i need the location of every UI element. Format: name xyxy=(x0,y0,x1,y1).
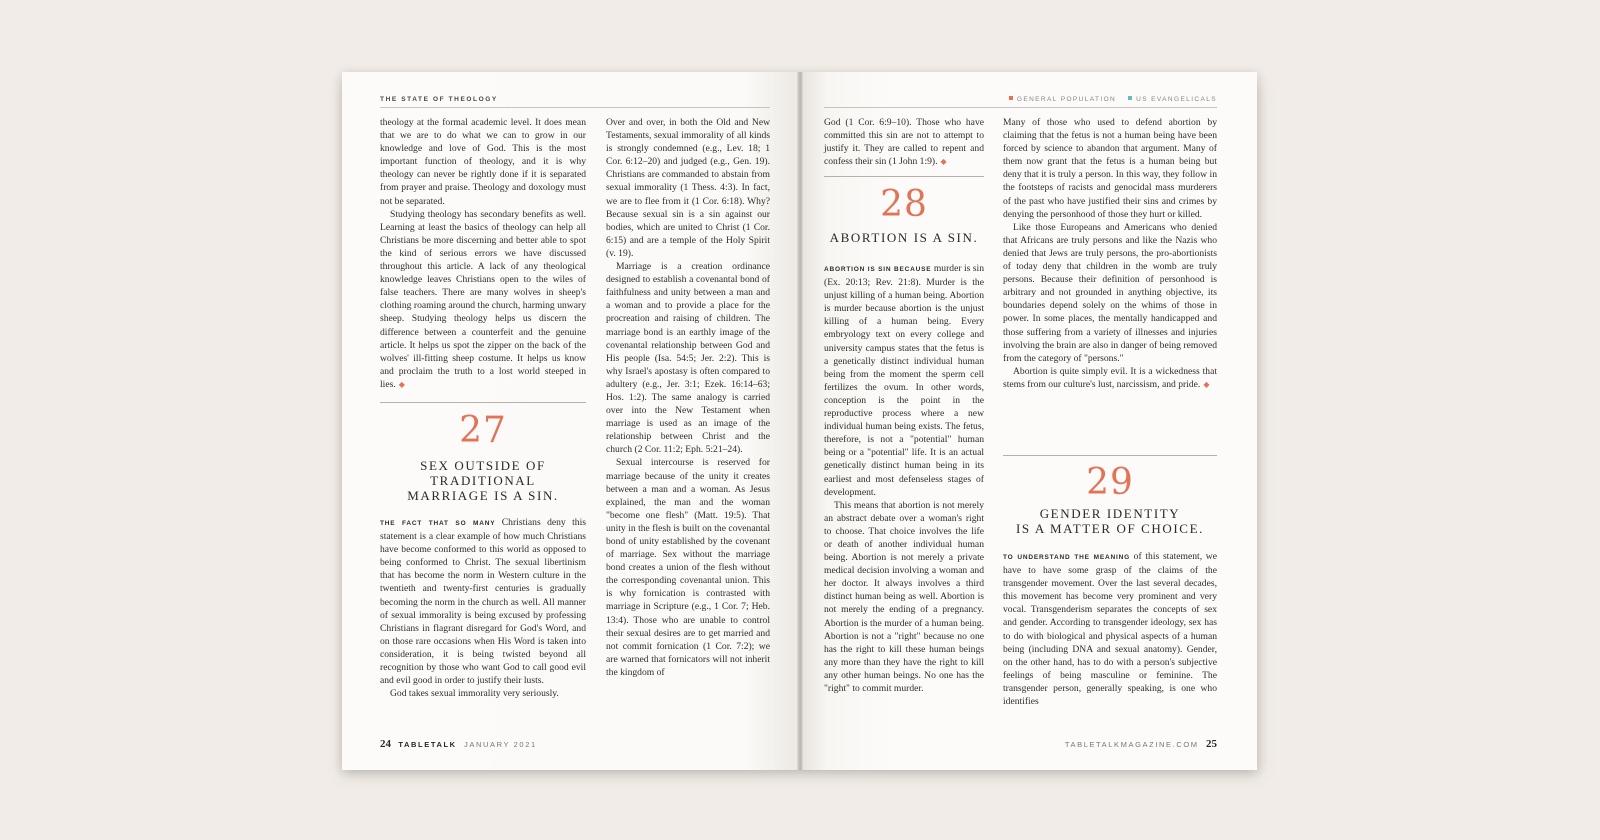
magazine-website: TABLETALKMAGAZINE.COM xyxy=(1064,740,1199,749)
page-number: 24 xyxy=(380,738,391,750)
section-divider xyxy=(380,402,586,403)
lead-in: THE FACT THAT SO MANY xyxy=(380,520,496,527)
chart-legend xyxy=(1009,96,1217,103)
top-rule xyxy=(824,107,1217,108)
heading-line: TRADITIONAL xyxy=(430,473,536,488)
right-folio xyxy=(1065,738,1217,750)
section-29-body xyxy=(1003,550,1217,708)
paragraph-text: Studying theology has secondary benefits as well. Learning at least the basics of theology can help all Christians be more discerning and better able to spot the kind of serious errors we have discussed throughout this article. A lack of any theological knowledge leaves Christians open to the wiles of false teachers. There are many wolves in sheep's clothing roaming around the church, harming unwary sheep. Studying theology helps us discern the difference between a counterfeit and the genuine article. It helps us spot the zipper on the back of the wolves' ill-fitting sheep costume. It helps us know and proclaim the truth to a lost world steeped in lies. xyxy=(380,208,586,390)
right-page xyxy=(800,72,1257,770)
end-mark-icon: ◆ xyxy=(1203,379,1210,389)
section-27-body xyxy=(380,516,586,700)
lead-in: ABORTION IS SIN BECAUSE xyxy=(824,266,932,273)
legend-label: GENERAL POPULATION xyxy=(1016,96,1117,103)
left-folio xyxy=(380,738,537,750)
running-head: THE STATE OF THEOLOGY xyxy=(380,96,498,103)
paragraph xyxy=(824,116,984,168)
section-number-27: 27 xyxy=(459,410,507,451)
square-icon xyxy=(1009,96,1013,100)
section-heading-27 xyxy=(380,458,586,503)
paragraph: Marriage is a creation ordinance designed to establish a covenantal bond of faithfulness and unity between a man and a woman and to provide a place for the procreation and raising of children. The marriage bond is an earthly image of the covenantal relationship between God and His people (Isa. 54:5; Jer. 2:2). This is why Israel's apostasy is often compared to adultery (e.g., Jer. 3:1; Ezek. 16:14–63; Hos. 1:2). The same analogy is carried over into the New Testament when marriage is used as an image of the relationship between Christ and the church (2 Cor. 11:2; Eph. 5:21–24). xyxy=(606,261,770,456)
section-number-29: 29 xyxy=(1086,462,1134,503)
section-number-28: 28 xyxy=(880,184,928,225)
right-column-1-top xyxy=(824,116,984,168)
legend-general-population xyxy=(1009,96,1116,103)
paragraph: Many of those who used to defend abortion by claiming that the fetus is not a human being have been forced by science to abandon that argument. Many of them now grant that the fetus is a human being but deny that it is truly a person. In this way, they follow in the footsteps of racists and genocidal mass murderers of the past who have justified their sins and crimes by denying the personhood of those they hurt or killed. xyxy=(1003,117,1217,220)
section-28-body xyxy=(824,262,984,695)
section-divider xyxy=(824,176,984,177)
issue-date: JANUARY 2021 xyxy=(464,740,537,749)
paragraph-text: Christians deny this statement is a clear example of how much Christians have become conformed to this world as opposed to being conformed to Christ. The sexual libertinism that has become the norm in Western culture in the twentieth and twenty-first centuries is gradually becoming the norm in the church as well. All manner of sexual immorality is being excused by professing Christians in flagrant disregard for God's Word, and on those rare occasions when His Word is taken into consideration, it is being twisted beyond all recognition by those who want God to call good evil and evil good in order to justify their lusts. xyxy=(380,517,586,687)
paragraph: God takes sexual immorality very seriously. xyxy=(390,688,559,700)
section-heading-29 xyxy=(1003,506,1217,536)
paragraph xyxy=(824,262,984,499)
right-column-2-top xyxy=(1003,116,1217,391)
end-mark-icon: ◆ xyxy=(940,157,947,167)
left-column-2 xyxy=(606,116,770,679)
paragraph xyxy=(1003,550,1217,708)
section-heading-28: ABORTION IS A SIN. xyxy=(829,230,979,245)
heading-line: IS A MATTER OF CHOICE. xyxy=(1016,521,1204,536)
magazine-spread xyxy=(342,72,1257,770)
magazine-brand: TABLETALK xyxy=(398,740,457,749)
square-icon xyxy=(1128,96,1132,100)
paragraph: Like those Europeans and Americans who denied that Africans are truly persons and like the Nazis who denied that Jews are truly persons, the pro-abortionists of today deny that children in the womb are truly persons. Because their definition of personhood is arbitrary and not grounded in anything objective, its boundaries depend solely on the whims of those in power. In some places, the mentally handicapped and those suffering from a variety of illnesses and injuries involving the brain are also in danger of being removed from the category of "persons." xyxy=(1003,221,1217,364)
paragraph-text: of this statement, we have to have some grasp of the claims of the transgender movement. Over the last several decades, this movement has become very prominent and very vocal. Transgenderism separates the concepts of sex and gender. According to transgender ideology, sex has to do with biological and physical aspects of a human being (including DNA and sexual anatomy). Gender, on the other hand, has to do with a person's subjective feelings of being masculine or feminine. The transgender person, generally speaking, is one who identifies xyxy=(1003,551,1217,708)
heading-line: GENDER IDENTITY xyxy=(1039,506,1181,521)
paragraph-text: God (1 Cor. 6:9–10). Those who have committed this sin are not to attempt to justify it. They are called to repent and confess their sin (1 John 1:9). xyxy=(824,117,984,168)
section-divider xyxy=(1003,455,1217,456)
lead-in: TO UNDERSTAND THE MEANING xyxy=(1003,554,1130,561)
heading-line: MARRIAGE IS A SIN. xyxy=(407,488,559,503)
heading-line: SEX OUTSIDE OF xyxy=(420,458,546,473)
paragraph-text: Abortion is quite simply evil. It is a wickedness that stems from our culture's lust, narcissism, and pride. xyxy=(1003,365,1217,390)
book-gutter xyxy=(797,72,803,770)
left-page xyxy=(342,72,800,770)
page-number: 25 xyxy=(1206,738,1217,750)
paragraph: This means that abortion is not merely an abstract debate over a woman's right to choose. That choice involves the life or death of another individual human being. Abortion is not merely a private medical decision involving a woman and her doctor. It always involves a third distinct human being as well. Abortion is not merely the ending of a pregnancy. Abortion is the murder of a human being. Abortion is not a "right" because no one has the right to kill these human beings any more than they have the right to kill any other human beings. No one has the "right" to commit murder. xyxy=(824,499,984,694)
legend-label: US EVANGELICALS xyxy=(1136,96,1217,103)
paragraph xyxy=(380,516,586,687)
top-rule xyxy=(380,107,770,108)
paragraph xyxy=(380,208,586,391)
left-column-1 xyxy=(380,116,586,391)
paragraph: theology at the formal academic level. It does mean that we are to do what we can to grow in our knowledge and love of God. This is the most important function of theology, and it is why theology can never be rightly done if it is separated from prayer and praise. Theology and doxology must not be separated. xyxy=(380,117,586,207)
paragraph-text: murder is sin (Ex. 20:13; Rev. 21:8). Murder is the unjust killing of a human being. Abortion is murder because abortion is the unjust killing of a human being. Every embryology text on every college and university campus states that the fetus is a genetically distinct individual human being from the moment the sperm cell fertilizes the ovum. In other words, conception is the point in the reproductive process where a new individual human being exists. The fetus, therefore, is not a "potential" human being or a "potential" life. It is an actual genetically distinct human being in its earliest and most defenseless stages of development. xyxy=(824,263,984,498)
paragraph: Over and over, in both the Old and New Testaments, sexual immorality of all kinds is strongly condemned (e.g., Lev. 18; 1 Cor. 6:12–20) and judged (e.g., Gen. 19). Christians are commanded to abstain from sexual immorality (1 Thess. 4:3). In fact, we are to flee from it (1 Cor. 6:18). Why? Because sexual sin is a sin against our bodies, which are united to Christ (1 Cor. 6:15) and are a temple of the Holy Spirit (v. 19). xyxy=(606,117,770,259)
end-mark-icon: ◆ xyxy=(398,379,405,389)
paragraph xyxy=(1003,365,1217,391)
paragraph: Sexual intercourse is reserved for marriage because of the unity it creates between a man and a woman. As Jesus explained, the man and the woman "become one flesh" (Matt. 19:5). That unity in the flesh is built on the covenantal bond of unity established by the covenant of marriage. Sex without the marriage bond creates a union of the flesh without the corresponding covenantal union. This is why fornication is contrasted with marriage in Scripture (e.g., 1 Cor. 7; Heb. 13:4). Those who are unable to control their sexual desires are to get married and not commit fornication (1 Cor. 7:2); we are warned that fornicators will not inherit the kingdom of xyxy=(606,457,770,678)
legend-us-evangelicals xyxy=(1128,96,1217,103)
